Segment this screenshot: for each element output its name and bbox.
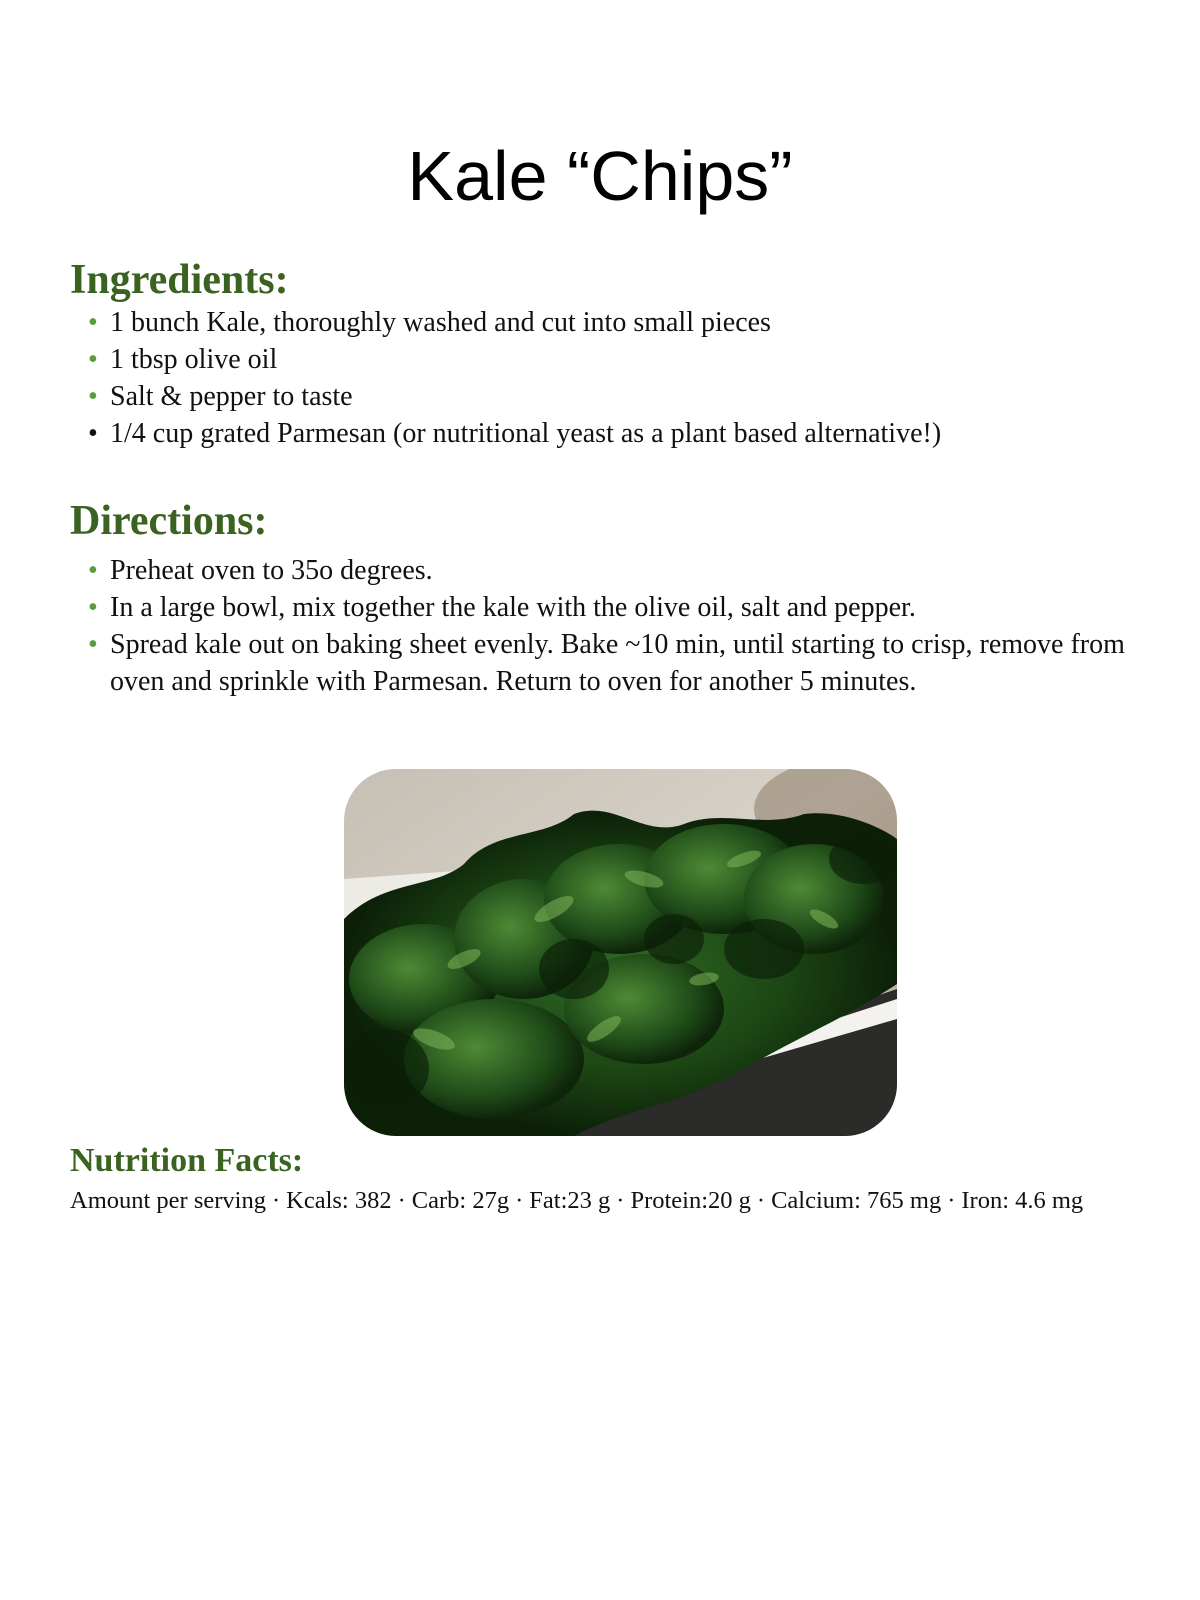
direction-text: Preheat oven to 35o degrees.: [110, 555, 433, 586]
list-item: [88, 341, 1168, 378]
nutrition-line: [70, 1185, 1190, 1217]
nutrition-iron: Iron: 4.6 mg: [961, 1187, 1084, 1214]
ingredients-list: [88, 304, 1168, 452]
list-item: [88, 589, 1168, 626]
ingredient-text: 1 tbsp olive oil: [110, 344, 278, 375]
directions-heading: Directions:: [70, 498, 268, 544]
nutrition-carb: Carb: 27g: [411, 1187, 510, 1214]
bullet-icon: •: [88, 381, 98, 412]
list-item: [88, 304, 1168, 341]
nutrition-calcium: Calcium: 765 mg: [771, 1187, 942, 1214]
separator: ·: [397, 1187, 406, 1214]
kale-chips-photo: [344, 769, 897, 1136]
list-item: [88, 378, 1168, 415]
ingredient-text: 1 bunch Kale, thoroughly washed and cut into small pieces: [110, 307, 771, 338]
ingredients-heading: Ingredients:: [70, 257, 289, 303]
list-item: [88, 626, 1168, 700]
separator: ·: [616, 1187, 625, 1214]
ingredient-text: Salt & pepper to taste: [110, 381, 353, 412]
nutrition-fat: Fat:23 g: [529, 1187, 611, 1214]
nutrition-protein: Protein:20 g: [630, 1187, 751, 1214]
separator: ·: [515, 1187, 524, 1214]
bullet-icon: •: [88, 629, 98, 660]
bullet-icon: •: [88, 592, 98, 623]
bullet-icon: •: [88, 418, 98, 449]
nutrition-kcals: Kcals: 382: [286, 1187, 392, 1214]
separator: ·: [271, 1187, 281, 1214]
nutrition-intro: Amount per serving: [70, 1187, 266, 1214]
direction-text: Spread kale out on baking sheet evenly. Bake ~10 min, until starting to crisp, remove from oven and sprinkle with Parmesan. Return to oven for another 5 minutes.: [110, 629, 1125, 697]
separator: ·: [756, 1187, 766, 1214]
direction-text: In a large bowl, mix together the kale with the olive oil, salt and pepper.: [110, 592, 916, 623]
list-item: [88, 552, 1168, 589]
separator: ·: [947, 1187, 956, 1214]
list-item: [88, 415, 1168, 452]
bullet-icon: •: [88, 344, 98, 375]
bullet-icon: •: [88, 307, 98, 338]
bullet-icon: •: [88, 555, 98, 586]
nutrition-heading: Nutrition Facts:: [70, 1142, 304, 1179]
directions-list: [88, 552, 1168, 700]
ingredient-text: 1/4 cup grated Parmesan (or nutritional yeast as a plant based alternative!): [110, 418, 942, 449]
page-title: Kale “Chips”: [407, 137, 793, 215]
